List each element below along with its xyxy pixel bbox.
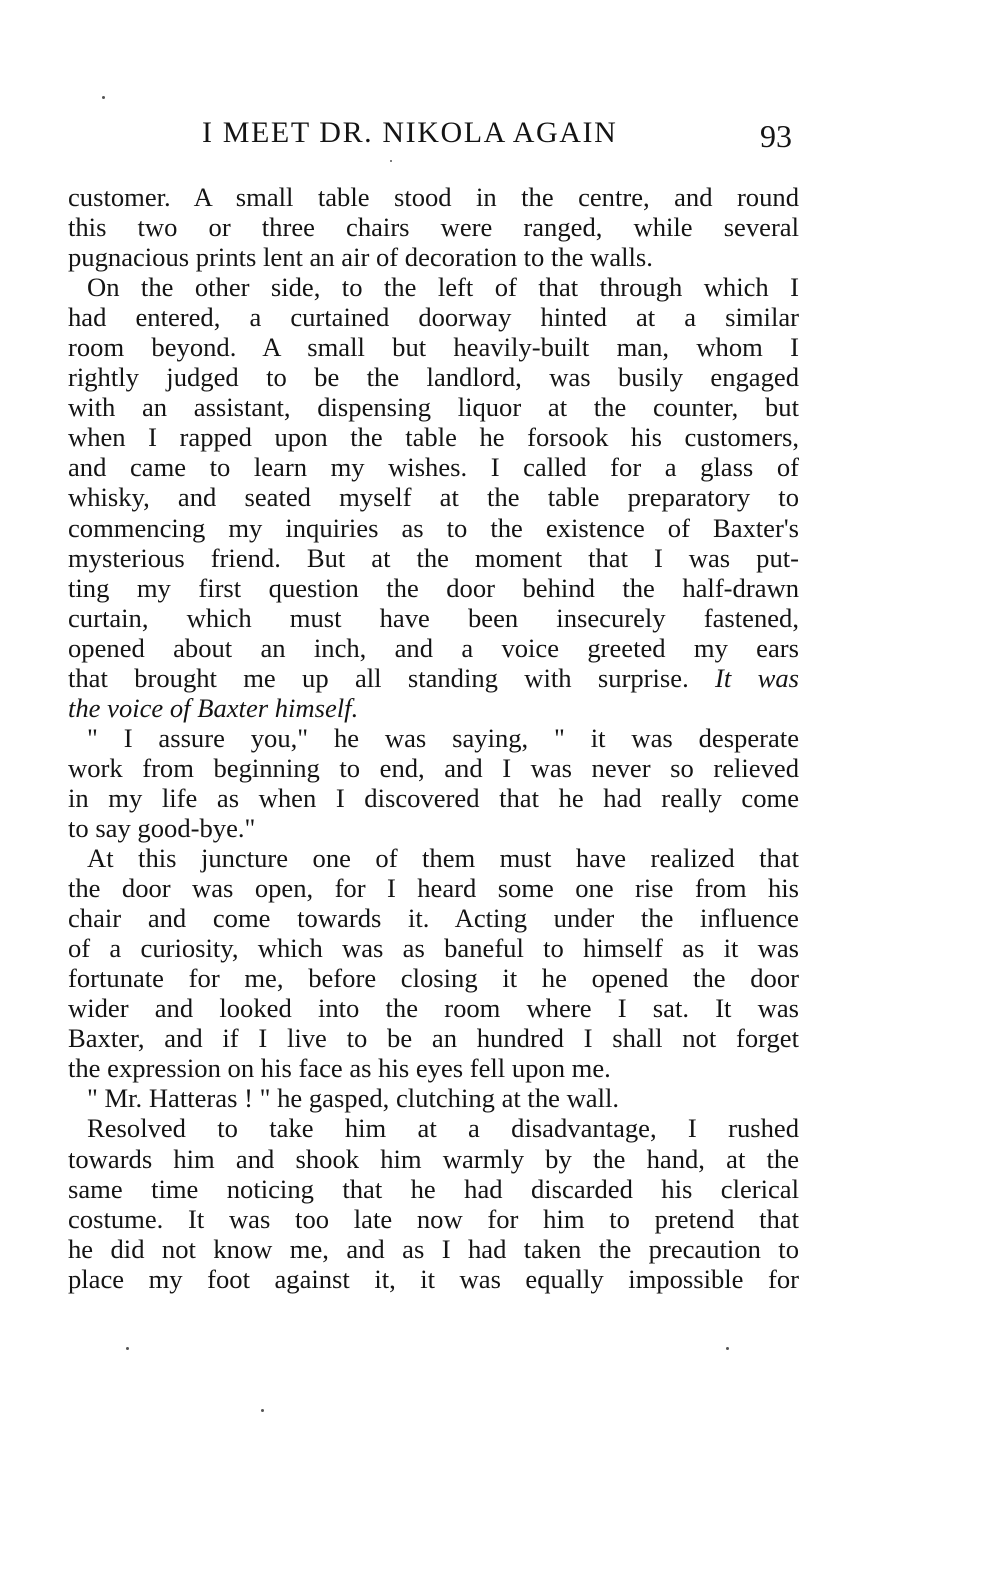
text-line: with an assistant, dispensing liquor at the counter, but — [68, 392, 799, 423]
text-line-italic: It was — [715, 662, 799, 693]
text-line: the door was open, for I heard some one rise from his — [68, 873, 799, 904]
text-line: curtain, which must have been insecurely fastened, — [68, 602, 799, 633]
text-line: mysterious friend. But at the moment that I was put- — [68, 542, 799, 573]
page-number: 93 — [760, 118, 792, 154]
text-line: place my foot against it, it was equally impossible for — [68, 1263, 799, 1294]
text-line: ting my first question the door behind the half-drawn — [68, 572, 799, 603]
text-line: rightly judged to be the landlord, was busily engaged — [68, 362, 799, 393]
body-text — [68, 182, 799, 1294]
text-line: Resolved to take him at a disadvantage, I rushed — [87, 1113, 799, 1144]
text-line — [68, 693, 799, 723]
text-line: room beyond. A small but heavily-built man, whom I — [68, 332, 799, 363]
text-line: had entered, a curtained doorway hinted at a similar — [68, 302, 799, 333]
text-line: work from beginning to end, and I was never so relieved — [68, 752, 799, 783]
text-line: customer. A small table stood in the centre, and round — [68, 182, 799, 212]
page-header — [0, 116, 1000, 156]
text-line: At this juncture one of them must have realized that — [87, 843, 799, 874]
text-line: he did not know me, and as I had taken the precaution to — [68, 1233, 799, 1264]
text-line: towards him and shook him warmly by the hand, at the — [68, 1143, 799, 1174]
text-line: costume. It was too late now for him to pretend that — [68, 1203, 799, 1234]
text-line — [68, 663, 799, 693]
text-line: of a curiosity, which was as baneful to himself as it was — [68, 933, 799, 964]
text-line: the expression on his face as his eyes fell upon me. — [68, 1053, 611, 1084]
scan-speck — [126, 1347, 129, 1350]
text-line: this two or three chairs were ranged, while several — [68, 212, 799, 243]
scan-speck — [261, 1409, 264, 1412]
text-line: On the other side, to the left of that through which I — [87, 272, 799, 303]
text-line: whisky, and seated myself at the table preparatory to — [68, 482, 799, 513]
text-line: chair and come towards it. Acting under the influence — [68, 903, 799, 934]
text-line: fortunate for me, before closing it he opened the door — [68, 963, 799, 994]
text-line: opened about an inch, and a voice greeted my ears — [68, 632, 799, 663]
running-title: I MEET DR. NIKOLA AGAIN — [202, 116, 618, 149]
text-line: Baxter, and if I live to be an hundred I shall not forget — [68, 1023, 799, 1054]
text-line-italic: the voice of Baxter himself. — [68, 692, 359, 723]
scan-speck — [102, 96, 105, 99]
text-line: and came to learn my wishes. I called for a glass of — [68, 452, 799, 483]
text-line-roman: that brought me up all standing with surprise. — [68, 662, 689, 693]
text-line: same time noticing that he had discarded his clerical — [68, 1173, 799, 1204]
scan-speck — [726, 1347, 729, 1350]
text-line: wider and looked into the room where I sat. It was — [68, 993, 799, 1024]
text-line: pugnacious prints lent an air of decoration to the walls. — [68, 242, 653, 273]
text-line: commencing my inquiries as to the existence of Baxter's — [68, 512, 799, 543]
text-line: " Mr. Hatteras ! " he gasped, clutching at the wall. — [87, 1083, 620, 1114]
text-line: in my life as when I discovered that he had really come — [68, 782, 799, 813]
scan-speck — [390, 160, 392, 162]
text-line: " I assure you," he was saying, " it was desperate — [87, 722, 799, 753]
text-line: to say good-bye." — [68, 812, 256, 843]
text-line: when I rapped upon the table he forsook his customers, — [68, 422, 799, 453]
